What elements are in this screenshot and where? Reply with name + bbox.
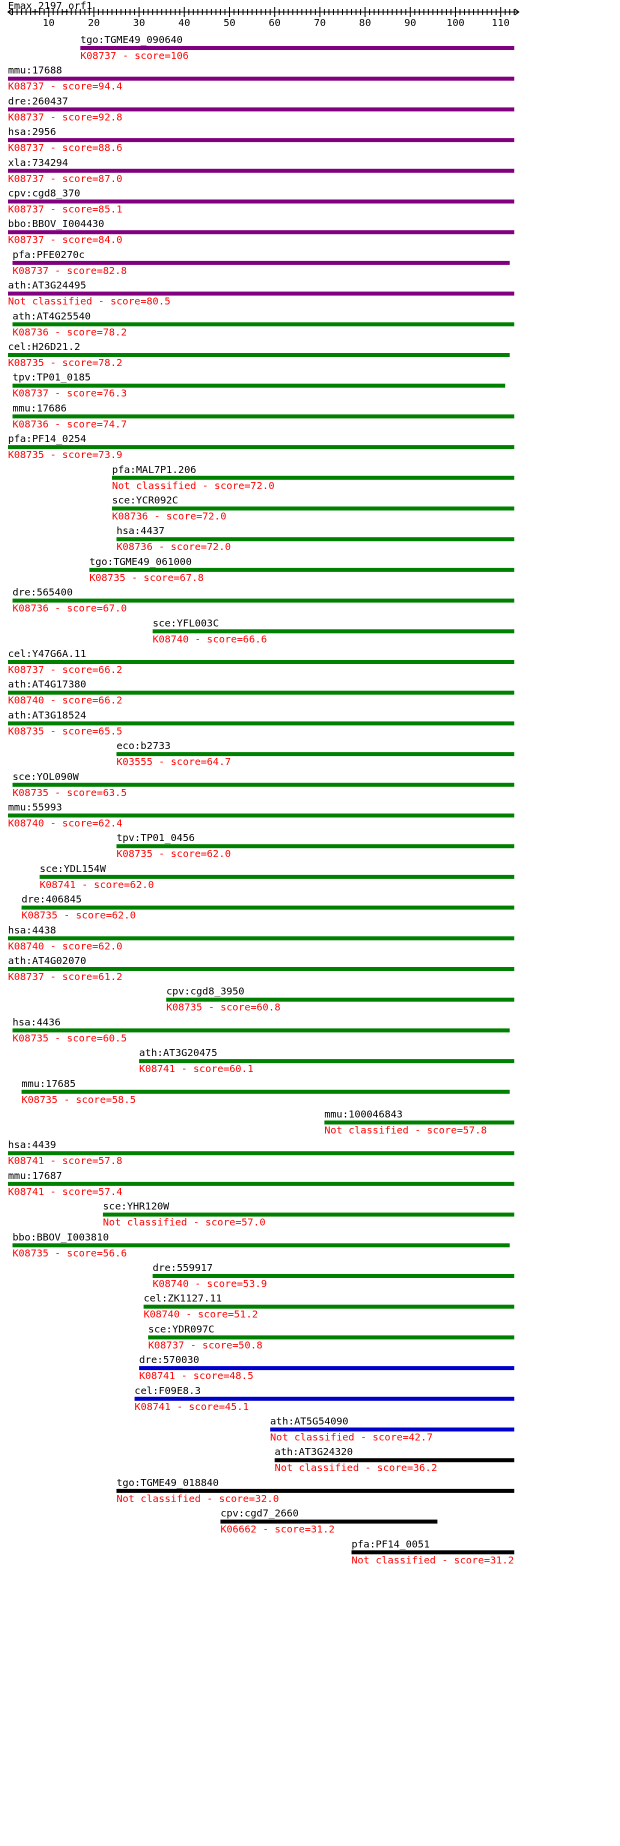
hit-row[interactable] bbox=[13, 403, 515, 430]
axis-tick-label: 100 bbox=[446, 18, 465, 29]
hit-row[interactable] bbox=[13, 1232, 510, 1259]
hit-name[interactable]: ath:AT3G24320 bbox=[274, 1447, 353, 1459]
hit-row[interactable] bbox=[275, 1447, 515, 1474]
hit-info: Not classified - score=80.5 bbox=[8, 296, 171, 308]
hit-row[interactable] bbox=[8, 189, 514, 216]
hit-bar[interactable] bbox=[8, 1182, 514, 1186]
axis-tick-label: 110 bbox=[491, 18, 510, 29]
hit-row[interactable] bbox=[144, 1294, 515, 1321]
hit-info: K08736 - score=72.0 bbox=[116, 542, 231, 554]
axis-tick-label: 60 bbox=[268, 18, 281, 29]
hit-bar[interactable] bbox=[13, 384, 506, 388]
hit-info: K08737 - score=76.3 bbox=[12, 388, 127, 400]
hit-name[interactable]: mmu:17685 bbox=[21, 1078, 76, 1090]
hit-info: K08741 - score=60.1 bbox=[139, 1064, 254, 1076]
hit-name[interactable]: bbo:BBOV_I004430 bbox=[8, 219, 105, 231]
hit-name[interactable]: mmu:17688 bbox=[8, 65, 63, 77]
hit-info: K03555 - score=64.7 bbox=[116, 757, 231, 769]
hit-row[interactable] bbox=[89, 557, 514, 584]
hit-info: K08737 - score=106 bbox=[80, 51, 189, 62]
hit-row[interactable] bbox=[8, 281, 514, 308]
hit-row[interactable] bbox=[112, 496, 514, 523]
hit-bar[interactable] bbox=[135, 1397, 515, 1401]
hit-bar[interactable] bbox=[22, 906, 515, 910]
hit-bar[interactable] bbox=[324, 1121, 514, 1125]
hit-name[interactable]: ath:AT3G20475 bbox=[139, 1048, 218, 1060]
hit-info: K08740 - score=66.6 bbox=[152, 634, 268, 646]
hit-row[interactable] bbox=[270, 1417, 514, 1444]
hit-info: K08736 - score=74.7 bbox=[12, 419, 127, 431]
hit-info: K08735 - score=73.9 bbox=[8, 450, 123, 462]
hit-name[interactable]: hsa:4439 bbox=[8, 1140, 57, 1152]
hit-info: Not classified - score=31.2 bbox=[351, 1555, 515, 1567]
hit-name[interactable]: eco:b2733 bbox=[116, 741, 171, 753]
hit-info: Not classified - score=42.7 bbox=[270, 1432, 433, 1444]
hit-info: K08737 - score=50.8 bbox=[148, 1340, 263, 1352]
hit-name[interactable]: hsa:2956 bbox=[8, 127, 57, 139]
hit-info: Not classified - score=57.8 bbox=[324, 1125, 487, 1137]
hit-bar[interactable] bbox=[8, 200, 514, 204]
hit-bar[interactable] bbox=[8, 292, 514, 296]
axis-tick-label: 70 bbox=[313, 18, 326, 29]
hit-info: K08741 - score=57.4 bbox=[8, 1186, 123, 1198]
hit-bar[interactable] bbox=[8, 230, 514, 234]
hit-bar[interactable] bbox=[8, 353, 510, 357]
hit-info: K08735 - score=58.5 bbox=[21, 1094, 136, 1106]
hit-bar[interactable] bbox=[13, 1028, 510, 1032]
hit-name[interactable]: hsa:4437 bbox=[116, 526, 165, 538]
hit-row[interactable] bbox=[8, 956, 514, 983]
hit-row[interactable] bbox=[8, 925, 514, 952]
hit-row[interactable] bbox=[13, 373, 506, 400]
hit-bar[interactable] bbox=[8, 691, 514, 695]
hit-info: Not classified - score=72.0 bbox=[111, 480, 275, 492]
hit-row[interactable] bbox=[116, 833, 514, 860]
hit-info: K08736 - score=67.0 bbox=[12, 603, 127, 615]
hit-info: K08736 - score=72.0 bbox=[111, 511, 227, 523]
hit-row[interactable] bbox=[139, 1048, 514, 1075]
hit-info: K08735 - score=67.8 bbox=[89, 572, 204, 584]
hit-row[interactable] bbox=[352, 1539, 515, 1566]
hit-bar[interactable] bbox=[40, 875, 515, 879]
hit-row[interactable] bbox=[22, 895, 515, 922]
hit-row[interactable] bbox=[8, 96, 514, 123]
hit-info: K08735 - score=78.2 bbox=[8, 358, 123, 369]
hit-bar[interactable] bbox=[270, 1428, 514, 1432]
query-title: Emax_2197_orf1 bbox=[8, 1, 93, 12]
hit-row[interactable] bbox=[13, 250, 510, 277]
hit-row[interactable] bbox=[135, 1386, 515, 1413]
hit-bar[interactable] bbox=[139, 1366, 514, 1370]
hit-info: K08737 - score=66.2 bbox=[8, 665, 123, 676]
hit-info: K08740 - score=51.2 bbox=[143, 1309, 258, 1321]
hit-name[interactable]: ath:AT4G25540 bbox=[12, 311, 91, 323]
hit-name[interactable]: mmu:55993 bbox=[8, 802, 63, 814]
hit-bar[interactable] bbox=[153, 629, 515, 633]
hit-row[interactable] bbox=[8, 710, 514, 737]
axis-tick-label: 50 bbox=[223, 18, 236, 29]
hit-name[interactable]: mmu:17687 bbox=[8, 1170, 63, 1182]
axis-tick-label: 80 bbox=[359, 18, 372, 29]
hit-name[interactable]: tgo:TGME49_018840 bbox=[116, 1477, 219, 1489]
hit-bar[interactable] bbox=[220, 1520, 437, 1524]
hit-info: K08741 - score=45.1 bbox=[134, 1401, 249, 1413]
hit-bar[interactable] bbox=[144, 1305, 515, 1309]
hit-bar[interactable] bbox=[116, 537, 514, 541]
hit-info: K08735 - score=63.5 bbox=[12, 787, 127, 799]
hit-row[interactable] bbox=[80, 35, 514, 62]
hit-row[interactable] bbox=[13, 588, 515, 615]
hit-info: K08735 - score=65.5 bbox=[8, 726, 123, 738]
hit-bar[interactable] bbox=[89, 568, 514, 572]
axis-tick-label: 20 bbox=[87, 18, 100, 29]
hit-name[interactable]: ath:AT3G18524 bbox=[8, 710, 87, 722]
hit-name[interactable]: cel:ZK1127.11 bbox=[143, 1293, 222, 1305]
hit-row[interactable] bbox=[8, 680, 514, 707]
hit-bar[interactable] bbox=[352, 1550, 515, 1554]
hit-row[interactable] bbox=[8, 434, 514, 461]
hit-name[interactable]: dre:406845 bbox=[21, 894, 82, 906]
hit-bar[interactable] bbox=[8, 77, 514, 81]
hit-row[interactable] bbox=[8, 66, 514, 93]
hit-bar[interactable] bbox=[8, 936, 514, 940]
hit-bar[interactable] bbox=[13, 414, 515, 418]
hit-bar[interactable] bbox=[80, 46, 514, 50]
hit-bar[interactable] bbox=[116, 752, 514, 756]
hit-bar[interactable] bbox=[8, 107, 514, 111]
hit-name[interactable]: cpv:cgd7_2660 bbox=[220, 1508, 299, 1520]
hit-row[interactable] bbox=[22, 1079, 510, 1106]
hit-name[interactable]: pfa:MAL7P1.206 bbox=[111, 464, 197, 476]
hit-info: K08741 - score=48.5 bbox=[139, 1371, 254, 1383]
hit-row[interactable] bbox=[324, 1110, 514, 1137]
hit-name[interactable]: sce:YCR092C bbox=[111, 495, 179, 507]
hit-name[interactable]: ath:AT4G17380 bbox=[8, 679, 87, 691]
hit-info: K08737 - score=61.2 bbox=[8, 972, 123, 983]
hit-row[interactable] bbox=[8, 158, 514, 185]
hit-name[interactable]: cel:F09E8.3 bbox=[134, 1385, 201, 1397]
hit-info: K08735 - score=60.5 bbox=[12, 1033, 127, 1045]
axis-tick-label: 10 bbox=[42, 18, 55, 29]
hit-name[interactable]: ath:AT5G54090 bbox=[270, 1416, 349, 1428]
hit-info: K08740 - score=62.4 bbox=[8, 818, 123, 830]
hit-name[interactable]: xla:734294 bbox=[8, 157, 69, 169]
hit-row[interactable] bbox=[8, 219, 514, 246]
hit-row[interactable] bbox=[8, 649, 514, 676]
hit-info: K08737 - score=94.4 bbox=[8, 81, 123, 93]
hit-info: K08735 - score=60.8 bbox=[166, 1002, 281, 1014]
hit-info: K08737 - score=88.6 bbox=[8, 143, 123, 155]
hit-row[interactable] bbox=[116, 741, 514, 768]
hit-bar[interactable] bbox=[8, 660, 514, 664]
hit-name[interactable]: tpv:TP01_0185 bbox=[12, 372, 91, 384]
hit-bar[interactable] bbox=[8, 169, 514, 173]
hit-name[interactable]: bbo:BBOV_I003810 bbox=[12, 1232, 109, 1244]
position-axis bbox=[8, 7, 519, 29]
hit-info: K08741 - score=62.0 bbox=[39, 879, 155, 891]
hit-bar[interactable] bbox=[103, 1213, 514, 1217]
hit-info: K08737 - score=84.0 bbox=[8, 235, 123, 247]
hit-row[interactable] bbox=[220, 1509, 437, 1536]
hit-bar[interactable] bbox=[116, 1489, 514, 1493]
hit-bar[interactable] bbox=[275, 1458, 515, 1462]
hit-bar[interactable] bbox=[13, 599, 515, 603]
hit-name[interactable]: tgo:TGME49_090640 bbox=[80, 35, 183, 46]
hit-bar[interactable] bbox=[8, 721, 514, 725]
hit-name[interactable]: mmu:100046843 bbox=[324, 1109, 403, 1121]
hit-row[interactable] bbox=[112, 465, 514, 492]
hit-info: K08736 - score=78.2 bbox=[12, 327, 127, 339]
hit-name[interactable]: pfa:PFE0270c bbox=[12, 249, 85, 261]
hit-bar[interactable] bbox=[8, 814, 514, 818]
hit-name[interactable]: hsa:4436 bbox=[12, 1017, 61, 1029]
hit-name[interactable]: sce:YFL003C bbox=[152, 618, 219, 630]
hit-name[interactable]: dre:559917 bbox=[152, 1263, 213, 1274]
hit-info: K08737 - score=82.8 bbox=[12, 265, 127, 277]
hit-name[interactable]: dre:260437 bbox=[8, 96, 69, 108]
hit-info: K08740 - score=66.2 bbox=[8, 695, 123, 707]
hit-row[interactable] bbox=[8, 1171, 514, 1198]
hit-bar[interactable] bbox=[8, 445, 514, 449]
axis-tick-label: 40 bbox=[178, 18, 191, 29]
hit-row[interactable] bbox=[8, 342, 510, 369]
hit-name[interactable]: cpv:cgd8_3950 bbox=[166, 986, 245, 998]
hit-info: K08737 - score=87.0 bbox=[8, 173, 123, 185]
hit-bar[interactable] bbox=[8, 138, 514, 142]
hit-row[interactable] bbox=[8, 803, 514, 830]
hit-row[interactable] bbox=[13, 311, 515, 338]
hit-info: Not classified - score=32.0 bbox=[116, 1493, 280, 1505]
hit-row[interactable] bbox=[153, 618, 515, 645]
hit-bar[interactable] bbox=[153, 1274, 515, 1278]
hit-name[interactable]: dre:570030 bbox=[139, 1355, 200, 1367]
hit-bar[interactable] bbox=[22, 1090, 510, 1094]
hit-row[interactable] bbox=[153, 1263, 515, 1290]
hit-name[interactable]: hsa:4438 bbox=[8, 925, 57, 937]
hit-info: K08737 - score=92.8 bbox=[8, 112, 123, 124]
hit-bar[interactable] bbox=[139, 1059, 514, 1063]
hit-info: K08737 - score=85.1 bbox=[8, 204, 123, 216]
hit-row[interactable] bbox=[40, 864, 515, 891]
hit-bar[interactable] bbox=[116, 844, 514, 848]
hit-name[interactable]: sce:YOL090W bbox=[12, 771, 79, 783]
axis-tick-label: 90 bbox=[404, 18, 417, 29]
hit-info: K08740 - score=62.0 bbox=[8, 941, 123, 953]
hit-row[interactable] bbox=[116, 1478, 514, 1505]
hit-info: Not classified - score=57.0 bbox=[102, 1217, 266, 1229]
hit-name[interactable]: sce:YDR097C bbox=[148, 1324, 215, 1336]
hit-name[interactable]: pfa:PF14_0254 bbox=[8, 434, 87, 446]
hit-bar[interactable] bbox=[148, 1335, 514, 1339]
hit-row[interactable] bbox=[166, 987, 514, 1014]
hit-info: K08740 - score=53.9 bbox=[152, 1279, 268, 1290]
hit-bar[interactable] bbox=[13, 783, 515, 787]
axis-tick-label: 30 bbox=[133, 18, 146, 29]
hit-name[interactable]: sce:YHR120W bbox=[102, 1201, 170, 1213]
hit-list bbox=[8, 35, 514, 1566]
hit-row[interactable] bbox=[116, 526, 514, 553]
hit-bar[interactable] bbox=[112, 476, 514, 480]
hit-info: K06662 - score=31.2 bbox=[220, 1524, 335, 1536]
hit-name[interactable]: tgo:TGME49_061000 bbox=[89, 556, 192, 568]
hit-row[interactable] bbox=[13, 772, 515, 799]
hit-info: Not classified - score=36.2 bbox=[274, 1463, 438, 1475]
hit-name[interactable]: pfa:PF14_0051 bbox=[351, 1539, 430, 1551]
hit-bar[interactable] bbox=[166, 998, 514, 1002]
hit-bar[interactable] bbox=[13, 1243, 510, 1247]
hit-info: K08741 - score=57.8 bbox=[8, 1156, 123, 1168]
hit-name[interactable]: cel:Y47G6A.11 bbox=[8, 649, 87, 660]
hit-bar[interactable] bbox=[112, 507, 514, 511]
hit-name[interactable]: cpv:cgd8_370 bbox=[8, 188, 81, 200]
hit-row[interactable] bbox=[103, 1202, 514, 1229]
hit-name[interactable]: cel:H26D21.2 bbox=[8, 342, 81, 353]
hit-name[interactable]: sce:YDL154W bbox=[39, 863, 106, 875]
hit-row[interactable] bbox=[8, 127, 514, 154]
hit-bar[interactable] bbox=[8, 1151, 514, 1155]
hit-row[interactable] bbox=[13, 1017, 510, 1044]
hit-bar[interactable] bbox=[13, 261, 510, 265]
hit-info: K08735 - score=56.6 bbox=[12, 1248, 127, 1260]
hit-row[interactable] bbox=[148, 1324, 514, 1351]
hit-name[interactable]: mmu:17686 bbox=[12, 403, 67, 415]
hit-info: K08735 - score=62.0 bbox=[116, 849, 231, 861]
hit-bar[interactable] bbox=[13, 322, 515, 326]
hit-name[interactable]: ath:AT4G02070 bbox=[8, 956, 87, 967]
hit-info: K08735 - score=62.0 bbox=[21, 910, 136, 922]
hit-name[interactable]: ath:AT3G24495 bbox=[8, 280, 87, 292]
hit-name[interactable]: dre:565400 bbox=[12, 587, 73, 599]
hit-row[interactable] bbox=[8, 1140, 514, 1167]
hit-row[interactable] bbox=[139, 1355, 514, 1382]
hit-bar[interactable] bbox=[8, 967, 514, 971]
hit-name[interactable]: tpv:TP01_0456 bbox=[116, 833, 195, 845]
